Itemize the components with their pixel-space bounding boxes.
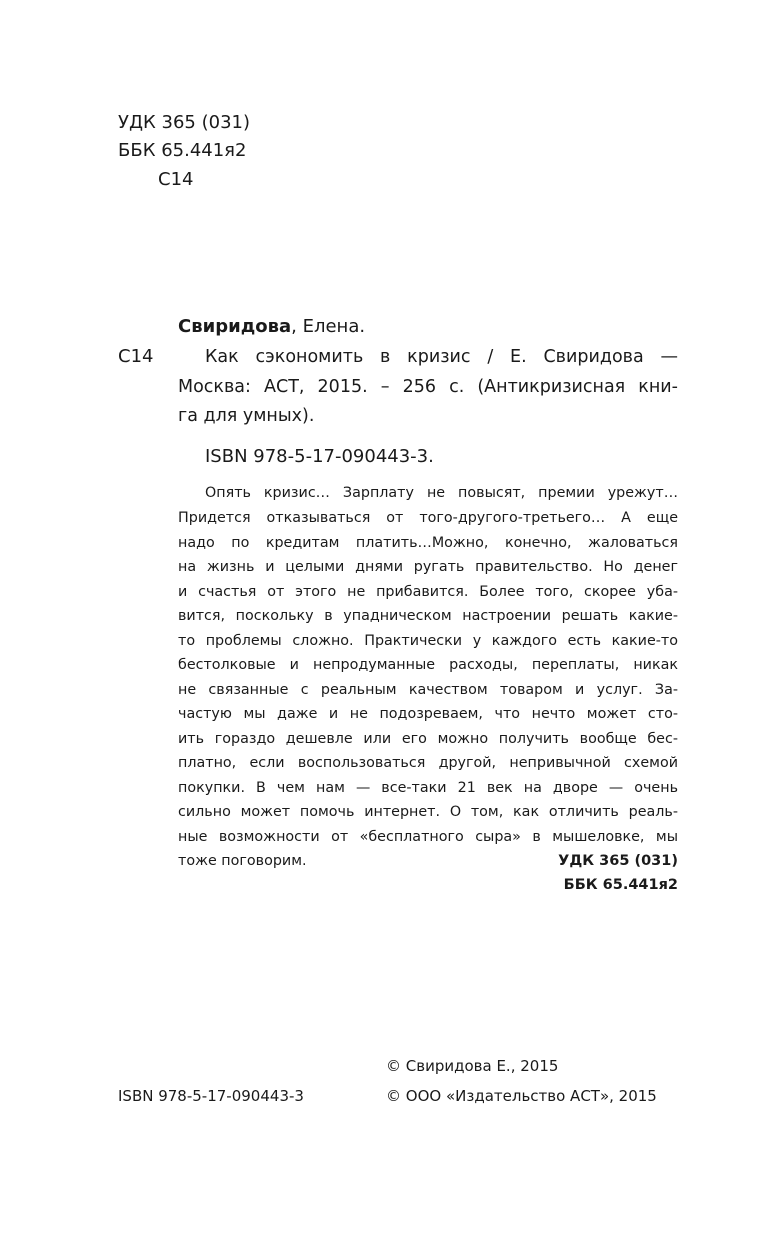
annotation-line: надо по кредитам платить…Можно, конечно, жаловаться	[178, 535, 678, 551]
entry-line: Москва: АСТ, 2015. – 256 с. (Антикризисная кни-	[178, 377, 678, 397]
entry-line: га для умных).	[178, 406, 315, 426]
entry-author-mark: С14	[118, 346, 154, 367]
annotation-line: не связанные с реальным качеством товаром и услуг. За-	[178, 682, 678, 698]
annotation-line: ные возможности от «бесплатного сыра» в мышеловке, мы	[178, 829, 678, 845]
index-udk: УДК 365 (031)	[558, 853, 678, 869]
annotation-line: ить гораздо дешевле или его можно получить вообще бес-	[178, 731, 678, 747]
annotation-line: тоже поговорим.	[178, 853, 307, 869]
copyright-publisher: © ООО «Издательство АСТ», 2015	[386, 1087, 657, 1105]
annotation-line: и счастья от этого не прибавится. Более того, скорее уба-	[178, 584, 678, 600]
bbk-code: ББК 65.441я2	[118, 140, 247, 161]
author-mark: С14	[158, 169, 194, 190]
annotation-line: вится, поскольку в упадническом настроении решать какие-	[178, 608, 678, 624]
udk-code: УДК 365 (031)	[118, 112, 251, 133]
entry-line: Как сэкономить в кризис / Е. Свиридова —	[205, 347, 678, 367]
copyright-author: © Свиридова Е., 2015	[386, 1057, 559, 1075]
annotation-line: частую мы даже и не подозреваем, что нечто может сто-	[178, 706, 678, 722]
entry-author	[178, 316, 365, 337]
annotation-line: платно, если воспользоваться другой, непривычной схемой	[178, 755, 678, 771]
footer-isbn: ISBN 978-5-17-090443-3	[118, 1087, 304, 1105]
entry-isbn: ISBN 978-5-17-090443-3.	[205, 446, 434, 467]
annotation-line: сильно может помочь интернет. О том, как отличить реаль-	[178, 804, 678, 820]
annotation-line: покупки. В чем нам — все-таки 21 век на дворе — очень	[178, 780, 678, 796]
annotation-line: бестолковые и непродуманные расходы, переплаты, никак	[178, 657, 678, 673]
author-name: , Елена.	[291, 316, 366, 337]
annotation-line: Придется отказываться от того-другого-третьего… А еще	[178, 510, 678, 526]
index-bbk: ББК 65.441я2	[563, 877, 678, 893]
author-surname: Свиридова	[178, 316, 292, 337]
annotation-line: на жизнь и целыми днями ругать правительство. Но денег	[178, 559, 678, 575]
annotation-line: Опять кризис… Зарплату не повысят, премии урежут…	[205, 485, 678, 501]
annotation-line: то проблемы сложно. Практически у каждого есть какие-то	[178, 633, 678, 649]
